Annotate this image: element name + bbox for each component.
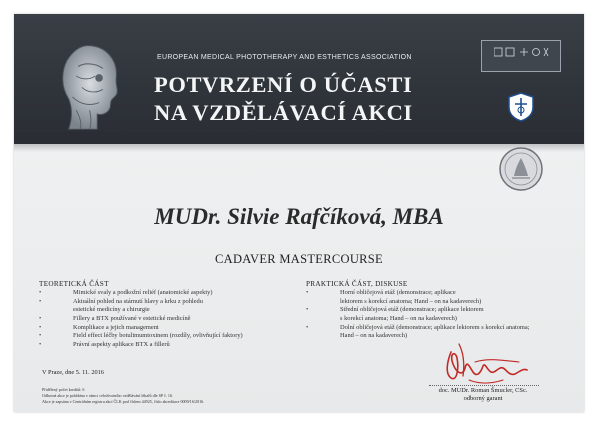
list-item xyxy=(306,298,571,307)
bullet: • xyxy=(39,315,42,323)
bullet: • xyxy=(306,289,309,296)
list-item xyxy=(39,341,299,350)
list-item xyxy=(39,289,299,298)
anatomical-head-icon xyxy=(44,38,139,133)
official-seal-icon xyxy=(498,146,544,192)
bullet: • xyxy=(306,323,309,331)
signatory-role: odborný garant xyxy=(463,395,503,402)
bullet: • xyxy=(306,306,309,314)
list-item-text: s korekcí anatoma; Hand – on na kadaverech) xyxy=(340,315,457,323)
list-item xyxy=(39,306,299,315)
footer-note-line: Přidělený počet kreditů: 6 xyxy=(42,387,85,392)
bullet: • xyxy=(39,341,42,349)
place-date: V Praze, dne 5. 11. 2016 xyxy=(42,369,104,376)
list-item-text: Horní obličejová etáž (demonstrace; aplikace xyxy=(340,289,456,296)
course-name: CADAVER MASTERCOURSE xyxy=(215,252,383,266)
list-item-text: Hand – on na kadaverech) xyxy=(340,332,408,340)
theory-list xyxy=(39,289,299,350)
list-item xyxy=(306,306,571,315)
bullet: • xyxy=(39,332,42,340)
bullet: • xyxy=(39,289,42,296)
bullet: • xyxy=(39,323,42,331)
association-shield-icon xyxy=(508,92,534,122)
partner-marks-icon xyxy=(494,47,550,57)
footer-note-line: Odborná akce je pořádána v rámci celoživotního vzdělávání lékařů dle SP č. 16. xyxy=(42,393,174,398)
association-name: EUROPEAN MEDICAL PHOTOTHERAPY AND ESTHETICS ASSOCIATION xyxy=(157,54,412,61)
certificate-title-line2: NA VZDĚLÁVACÍ AKCI xyxy=(154,100,413,125)
list-item-text: Field effect léčby botulimumtoxinem (rozdíly, ovlivňující faktory) xyxy=(73,332,243,340)
handwritten-signature xyxy=(429,332,539,392)
list-item xyxy=(39,332,299,341)
list-item-text: Mimické svaly a podkožní reliéf (anatomické aspekty) xyxy=(73,289,213,296)
theory-section-title: TEORETICKÁ ČÁST xyxy=(39,280,109,288)
practice-section-title: PRAKTICKÁ ČÁST, DISKUSE xyxy=(306,280,408,288)
partner-logo-box xyxy=(481,40,561,72)
signatory-name: doc. MUDr. Roman Šmucler, CSc. xyxy=(438,387,528,394)
recipient-name: MUDr. Silvie Rafčíková, MBA xyxy=(154,204,444,229)
footer-note-line: Akce je zapsána v Centrálním registru akcí ČLK pod číslem 44925, číslo akreditace 0009/16/2016. xyxy=(42,399,205,404)
list-item xyxy=(39,324,299,333)
list-item xyxy=(39,298,299,307)
list-item-text: lektorem s korekcí anatoma; Hand – on na kadaverech) xyxy=(340,297,482,305)
list-item-text: Střední obličejová etáž (demonstrace; aplikace lektorem xyxy=(340,306,484,314)
bullet: • xyxy=(39,297,42,305)
list-item xyxy=(306,315,571,324)
list-item-text: Dolní obličejová etáž (demonstrace; aplikace lektorem s korekcí anatoma; xyxy=(340,323,530,331)
signature-line xyxy=(429,385,539,386)
certificate-title-line1: POTVRZENÍ O ÚČASTI xyxy=(154,72,413,97)
list-item-text: Aktuální pohled na stárnutí hlavy a krku z pohledu xyxy=(73,297,203,305)
certificate-sheet xyxy=(14,14,584,412)
list-item-text: Fillery a BTX používané v estetické medicíně xyxy=(73,315,191,323)
list-item xyxy=(39,315,299,324)
list-item-text: Právní aspekty aplikace BTX a fillerů xyxy=(73,341,170,349)
footer-note xyxy=(42,387,302,405)
list-item xyxy=(306,289,571,298)
list-item-text: Komplikace a jejich management xyxy=(73,323,159,331)
list-item-text: estetické medicíny a chirurgie xyxy=(73,306,150,314)
